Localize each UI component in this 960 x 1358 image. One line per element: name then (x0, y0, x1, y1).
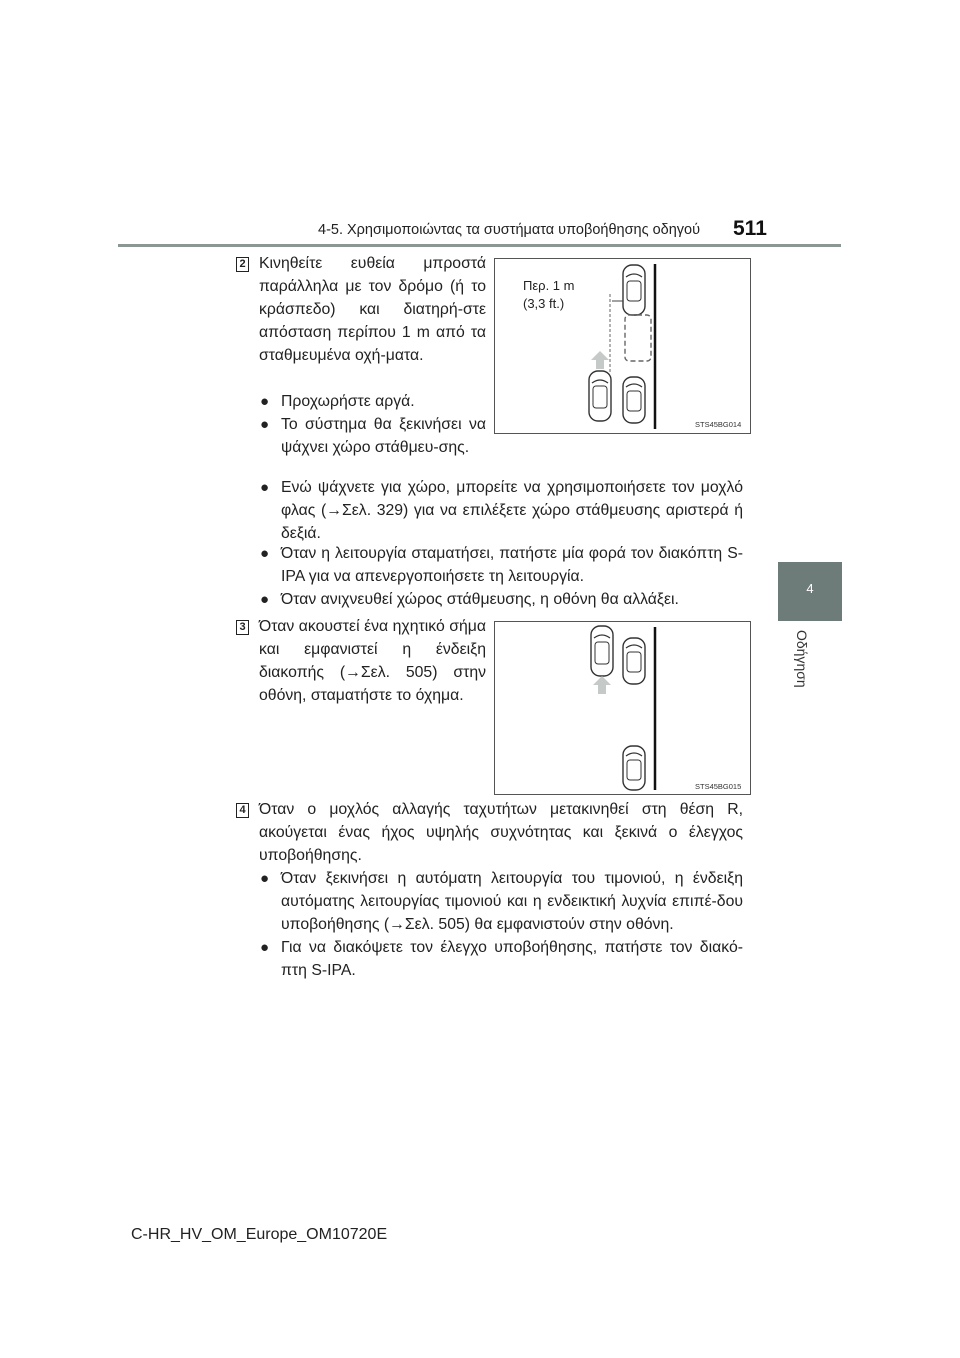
bullet-dot: ● (260, 870, 270, 887)
step-3-text: Όταν ακουστεί ένα ηχητικό σήμα και εμφανιστεί η ένδειξη διακοπής (→Σελ. 505) στην οθόνη, σταματήστε το όχημα. (259, 618, 486, 704)
section-title: 4-5. Χρησιμοποιώντας τα συστήματα υποβοήθησης οδηγού (318, 222, 701, 238)
bullet-dot: ● (260, 545, 270, 562)
figure-parking-search (494, 258, 751, 434)
parked-car-top-icon (623, 265, 645, 315)
step-number-3: 3 (236, 620, 249, 635)
bullet-dot: ● (260, 416, 270, 433)
step-4-bullet-1: ● Όταν ξεκινήσει η αυτόματη λειτουργία του τιμονιού, η ένδειξη αυτόματης λειτουργίας τιμονιού και η ενδεικτική λυχνία επιπέ-δου υποβοήθησης (→Σελ. 505) θα εμφανιστούν στην οθόνη. (281, 867, 743, 936)
direction-arrow-icon (593, 676, 611, 694)
step-2-text: Κινηθείτε ευθεία μπροστά παράλληλα με τον δρόμο (ή το κράσπεδο) και διατηρή-στε απόσταση περίπου 1 m από τα σταθμευμένα οχή-ματα. (259, 255, 486, 364)
step-2-bullet-2: ● Το σύστημα θα ξεκινήσει να ψάχνει χώρο στάθμευ-σης. (281, 413, 486, 459)
step-number-4: 4 (236, 803, 249, 818)
page-number: 511 (733, 217, 767, 240)
bullet-dot: ● (260, 479, 270, 496)
chapter-number: 4 (806, 581, 814, 596)
step-2-bullet-3: ● Ενώ ψάχνετε για χώρο, μπορείτε να χρησιμοποιήσετε τον μοχλό φλας (→Σελ. 329) για να επιλέξετε χώρο στάθμευσης αριστερά ή δεξιά. (281, 476, 743, 545)
figure-code: STS45BG014 (695, 420, 742, 429)
figure-stop-vehicle (494, 621, 751, 795)
step-2-bullet-5: ● Όταν ανιχνευθεί χώρος στάθμευσης, η οθόνη θα αλλάξει. (281, 588, 743, 611)
step-number-2: 2 (236, 257, 249, 272)
bullet-dot: ● (260, 393, 270, 410)
step-2-bullet-1: ● Προχωρήστε αργά. (281, 390, 486, 413)
parked-car-bottom-icon (623, 746, 645, 790)
moving-car-icon (589, 371, 611, 421)
header-divider (118, 244, 841, 247)
document-id: C-HR_HV_OM_Europe_OM10720E (131, 1226, 388, 1243)
parked-car-bottom-icon (623, 377, 645, 423)
step-4-bullet-2: ● Για να διακόψετε τον έλεγχο υποβοήθησης, πατήστε τον διακό-πτη S-IPA. (281, 936, 743, 982)
bullet-dot: ● (260, 939, 270, 956)
bullet-dot: ● (260, 591, 270, 608)
chapter-tab (778, 562, 842, 621)
stop-vehicle-illustration (495, 622, 750, 794)
parked-car-top-icon (623, 638, 645, 684)
figure-distance-label: Περ. 1 m (3,3 ft.) (523, 278, 575, 311)
step-4-text: Όταν ο μοχλός αλλαγής ταχυτήτων μετακινηθεί στη θέση R, ακούγεται ένας ήχος υψηλής συχνότητας και ξεκινά ο έλεγχος υποβοήθησης. (259, 801, 743, 864)
step-2-bullet-4: ● Όταν η λειτουργία σταματήσει, πατήστε μία φορά τον διακόπτη S-IPA για να απενεργοποιήσετε τη λειτουργία. (281, 542, 743, 588)
parking-space-outline (625, 315, 651, 361)
figure-code: STS45BG015 (695, 782, 742, 791)
chapter-label: Οδήγηση (794, 630, 810, 688)
moving-car-icon (591, 626, 613, 676)
direction-arrow-icon (591, 351, 609, 369)
